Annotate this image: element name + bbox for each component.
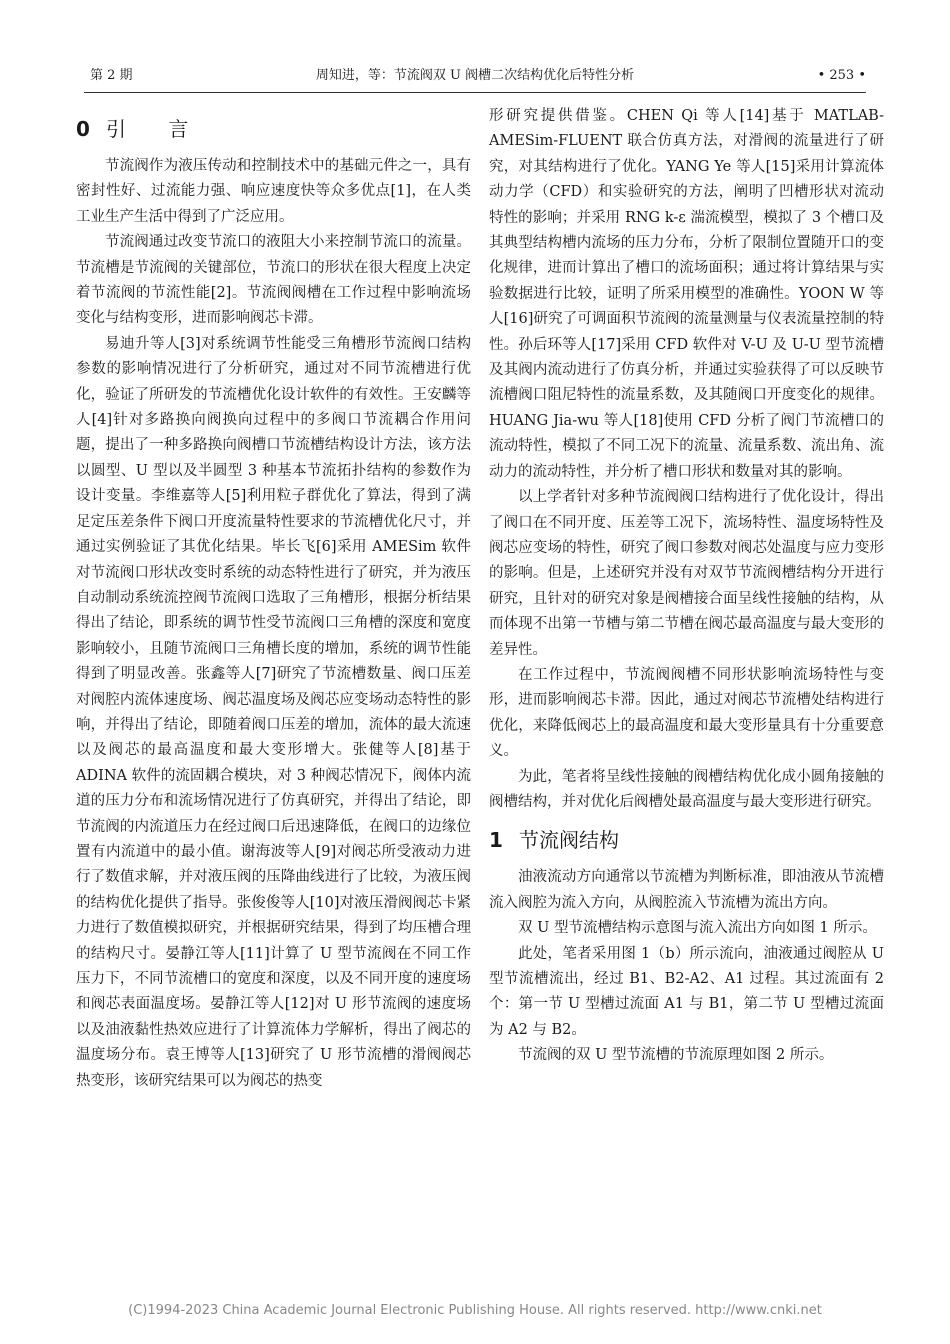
copyright-footer: (C)1994-2023 China Academic Journal Electronic Publishing House. All rights reserved. http://www.cnki.net	[128, 1303, 822, 1318]
paragraph: 节流阀作为液压传动和控制技术中的基础元件之一，具有密封性好、过流能力强、响应速度快等众多优点[1]，在人类工业生产生活中得到了广泛应用。	[76, 158, 471, 225]
page-number: • 253 •	[817, 68, 866, 83]
section-1-number: 1	[489, 828, 503, 853]
paragraph: 为此，笔者将呈线性接触的阀槽结构优化成小圆角接触的阀槽结构，并对优化后阀槽处最高温度与最大变形进行研究。	[489, 768, 884, 810]
running-header	[84, 64, 866, 88]
paragraph-continuation: 形研究提供借鉴。CHEN Qi 等人[14]基于 MATLAB-AMESim-FLUENT 联合仿真方法，对滑阀的流量进行了研究，对其结构进行了优化。YANG Ye 等人[15]采用计算流体动力学（CFD）和实验研究的方法，阐明了凹槽形状对流动特性的影响；并采用 RNG k-ε 湍流模型，模拟了 3 个槽口及其典型结构槽内流场的压力分布，分析了限制位置随开口的变化规律，进而计算出了槽口的流场面积；通过将计算结果与实验数据进行比较，证明了所采用模型的准确性。YOON W 等人[16]研究了可调面积节流阀的流量测量与仪表流量控制的特性。孙后环等人[17]采用 CFD 软件对 V-U 及 U-U 型节流槽及其阀内流动进行了仿真分析，并通过实验获得了可以反映节流槽阀口阻尼特性的流量系数，及其随阀口开度变化的规律。HUANG Jia-wu 等人[18]使用 CFD 分析了阀门节流槽口的流动特性，模拟了不同工况下的流量、流量系数、流出角、流动力的流动特性，并分析了槽口形状和数量对其的影响。	[489, 108, 884, 480]
left-column	[76, 104, 471, 1094]
paragraph: 油液流动方向通常以节流槽为判断标准，即油液从节流槽流入阀腔为流入方向，从阀腔流入节流槽为流出方向。	[489, 869, 884, 911]
section-0-title: 引 言	[106, 117, 207, 141]
section-0-heading	[76, 104, 471, 154]
paragraph: 以上学者针对多种节流阀阀口结构进行了优化设计，得出了阀口在不同开度、压差等工况下，流场特性、温度场特性及阀芯应变场的特性，研究了阀口参数对阀芯处温度与应力变形的影响。但是，上述研究并没有对双节节流阀槽结构分开进行研究，且针对的研究对象是阀槽接合面呈线性接触的结构，从而体现不出第一节槽与第二节槽在阀芯最高温度与最大变形的差异性。	[489, 489, 884, 658]
paragraph: 此处，笔者采用图 1（b）所示流向，油液通过阀腔从 U 型节流槽流出，经过 B1、B2-A2、A1 过程。其过流面有 2 个：第一节 U 型槽过流面 A1 与 B1，第二节 U 型槽过流面为 A2 与 B2。	[489, 945, 884, 1038]
header-rule	[84, 92, 866, 93]
section-0-number: 0	[76, 117, 90, 141]
section-1-heading	[489, 815, 884, 865]
issue-label: 第 2 期	[90, 68, 133, 83]
running-title: 周知进，等：节流阀双 U 阀槽二次结构优化后特性分析	[315, 68, 635, 83]
paragraph: 在工作过程中，节流阀阀槽不同形状影响流场特性与变形，进而影响阀芯卡滞。因此，通过对阀芯节流槽处结构进行优化，来降低阀芯上的最高温度和最大变形量具有十分重要意义。	[489, 666, 884, 760]
paragraph: 节流阀的双 U 型节流槽的节流原理如图 2 所示。	[518, 1047, 834, 1064]
paragraph: 易迪升等人[3]对系统调节性能受三角槽形节流阀口结构参数的影响情况进行了分析研究，通过对不同节流槽进行优化，验证了所研发的节流槽优化设计软件的有效性。王安麟等人[4]针对多路换向阀换向过程中的多阀口节流耦合作用问题，提出了一种多路换向阀槽口节流槽结构设计方法，该方法以圆型、U 型以及半圆型 3 种基本节流拓扑结构的参数作为设计变量。李维嘉等人[5]利用粒子群优化了算法，得到了满足定压差条件下阀口开度流量特性要求的节流槽优化尺寸，并通过实例验证了其优化结果。毕长飞[6]采用 AMESim 软件对节流阀口形状改变时系统的动态特性进行了研究，并为液压自动制动系统流控阀节流阀口选取了三角槽形，根据分析结果得出了结论，即系统的调节性受节流阀口三角槽的深度和宽度影响较小，且随节流阀口三角槽长度的增加，系统的调节性能得到了明显改善。张鑫等人[7]研究了节流槽数量、阀口压差对阀腔内流体速度场、阀芯温度场及阀芯应变场动态特性的影响，并得出了结论，即随着阀口压差的增加，流体的最大流速以及阀芯的最高温度和最大变形增大。张健等人[8]基于 ADINA 软件的流固耦合模块，对 3 种阀芯情况下，阀体内流道的压力分布和流场情况进行了仿真研究，并得出了结论，即节流阀的内流道压力在经过阀口后迅速降低，在阀口的边缘位置有内流道中的最小值。谢海波等人[9]对阀芯所受液动力进行了数值求解，并对液压阀的压降曲线进行了比较，为液压阀的结构优化提供了指导。张俊俊等人[10]对液压滑阀阀芯卡紧力进行了数值模拟研究，并根据研究结果，得到了均压槽合理的结构尺寸。晏静江等人[11]计算了 U 型节流阀在不同工作压力下，不同节流槽口的宽度和深度，以及不同开度的速度场和阀芯表面温度场。晏静江等人[12]对 U 形节流阀的速度场以及油液黏性热效应进行了计算流体力学解析，得出了阀芯的温度场分布。袁王博等人[13]研究了 U 形节流槽的滑阀阀芯热变形，该研究结果可以为阀芯的热变	[76, 335, 471, 1089]
paragraph: 双 U 型节流槽结构示意图与流入流出方向如图 1 所示。	[518, 920, 877, 937]
section-1-title: 节流阀结构	[519, 828, 619, 853]
paragraph: 节流阀通过改变节流口的液阻大小来控制节流口的流量。节流槽是节流阀的关键部位，节流口的形状在很大程度上决定着节流阀的节流性能[2]。节流阀阀槽在工作过程中影响流场变化与结构变形，进而影响阀芯卡滞。	[76, 234, 471, 327]
right-column	[489, 104, 884, 1069]
